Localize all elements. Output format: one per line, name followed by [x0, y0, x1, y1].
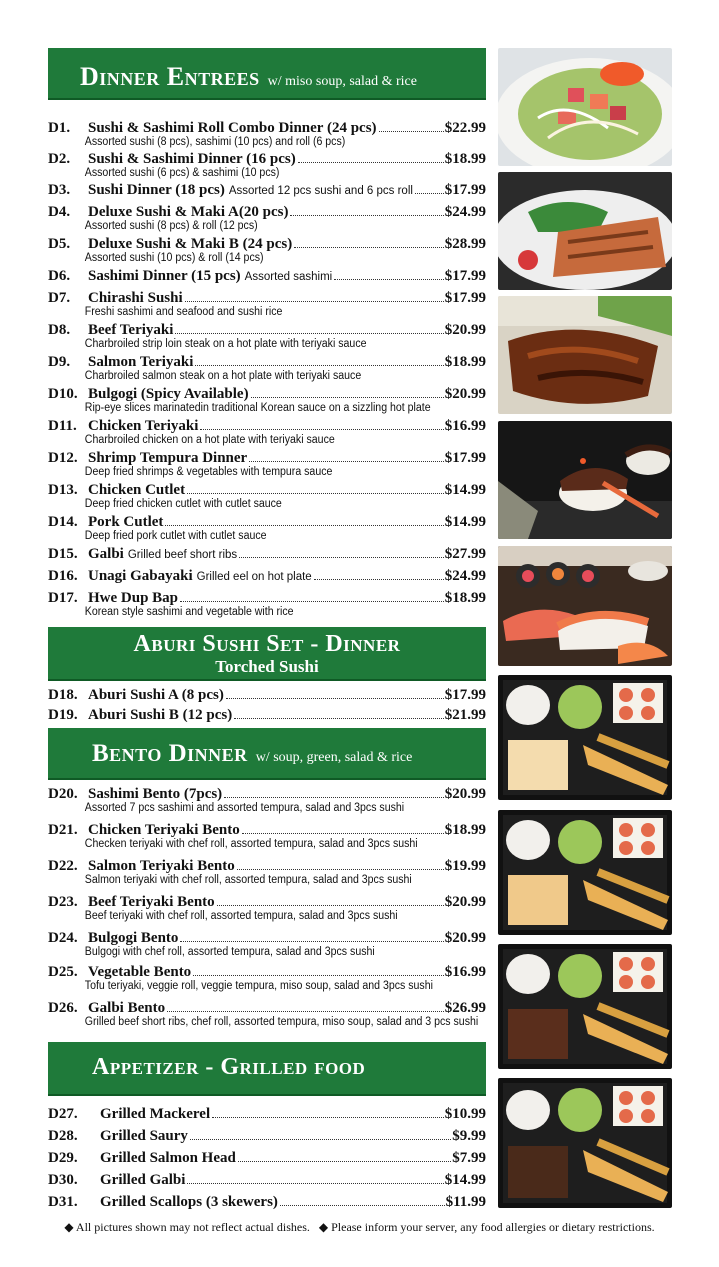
menu-item-line — [48, 568, 486, 585]
item-price: $14.99 — [444, 514, 486, 530]
leader-dots — [242, 833, 444, 834]
leader-dots — [167, 1011, 444, 1012]
leader-dots — [294, 247, 444, 248]
leader-dots — [165, 525, 443, 526]
item-name: Grilled Scallops (3 skewers) — [100, 1194, 278, 1210]
item-price: $18.99 — [444, 354, 486, 370]
menu-item-line — [48, 1150, 486, 1166]
menu-item — [48, 514, 486, 542]
aburi-banner — [48, 627, 486, 681]
leader-dots — [212, 1117, 444, 1118]
item-name: Grilled Salmon Head — [100, 1150, 236, 1166]
menu-item — [48, 930, 486, 958]
item-description: Grilled beef short ribs, chef roll, assorted tempura, miso soup, salad and 3 pcs sushi — [84, 1016, 479, 1028]
item-name: Beef Teriyaki Bento — [88, 894, 215, 910]
leader-dots — [200, 429, 443, 430]
menu-item — [48, 1106, 486, 1122]
leader-dots — [249, 461, 444, 462]
menu-item — [48, 151, 486, 179]
menu-item-line — [48, 322, 486, 338]
item-code: D16. — [48, 568, 78, 584]
item-code: D18. — [48, 687, 78, 703]
item-name: Deluxe Sushi & Maki A(20 pcs) — [88, 204, 289, 220]
item-code: D17. — [48, 590, 78, 606]
item-description: Charbroiled chicken on a hot plate with teriyaki sauce — [84, 434, 335, 446]
section-title: Aburi Sushi Set - Dinner — [133, 631, 401, 657]
section-title: Appetizer - Grilled food — [92, 1054, 366, 1080]
item-name: Bulgogi (Spicy Available) — [88, 386, 249, 402]
menu-item-line — [48, 1194, 486, 1210]
item-price: $17.99 — [444, 687, 486, 703]
item-name: Chicken Cutlet — [88, 482, 186, 498]
menu-item-line — [48, 120, 486, 136]
item-code: D14. — [48, 514, 78, 530]
teriyaki-photo — [498, 296, 672, 414]
item-inline-desc: Grilled beef short ribs — [127, 549, 238, 561]
item-code: D12. — [48, 450, 78, 466]
menu-item — [48, 482, 486, 510]
menu-item-line — [48, 268, 486, 285]
menu-item-line — [48, 514, 486, 530]
menu-item-line — [48, 182, 486, 199]
item-price: $7.99 — [452, 1150, 486, 1166]
item-code: D4. — [48, 204, 71, 220]
item-price: $11.99 — [445, 1194, 486, 1210]
item-code: D10. — [48, 386, 78, 402]
item-code: D22. — [48, 858, 78, 874]
leader-dots — [195, 365, 443, 366]
leader-dots — [237, 869, 444, 870]
item-description: Tofu teriyaki, veggie roll, veggie tempura, miso soup, salad and 3pcs sushi — [84, 980, 433, 992]
menu-item — [48, 1194, 486, 1210]
item-code: D13. — [48, 482, 78, 498]
menu-item — [48, 1000, 486, 1028]
menu-item — [48, 354, 486, 382]
item-code: D1. — [48, 120, 71, 136]
item-price: $19.99 — [444, 858, 486, 874]
section-subtitle: w/ soup, green, salad & rice — [255, 750, 413, 765]
menu-item — [48, 1150, 486, 1166]
menu-item — [48, 182, 486, 199]
item-description: Rip-eye slices marinatedin traditional Korean sauce on a sizzling hot plate — [84, 402, 431, 414]
item-description: Korean style sashimi and vegetable with rice — [84, 606, 294, 618]
item-name: Aburi Sushi A (8 pcs) — [88, 687, 224, 703]
item-price: $14.99 — [444, 1172, 486, 1188]
leader-dots — [180, 941, 443, 942]
item-description: Deep fried chicken cutlet with cutlet sauce — [84, 498, 282, 510]
menu-item-line — [48, 386, 486, 402]
item-name: Galbi Bento — [88, 1000, 166, 1016]
item-description: Checken teriyaki with chef roll, assorted tempura, salad and 3pcs sushi — [84, 838, 418, 850]
menu-item-line — [48, 1172, 486, 1188]
item-price: $17.99 — [444, 450, 486, 466]
item-price: $14.99 — [444, 482, 486, 498]
leader-dots — [180, 601, 444, 602]
item-description: Bulgogi with chef roll, assorted tempura, salad and 3pcs sushi — [84, 946, 375, 958]
menu-item — [48, 707, 486, 723]
footer-notes — [0, 1220, 719, 1235]
poke-bowl-photo — [498, 48, 672, 166]
menu-item — [48, 204, 486, 232]
leader-dots — [185, 301, 444, 302]
menu-item-line — [48, 707, 486, 723]
item-name: Pork Cutlet — [88, 514, 164, 530]
item-code: D6. — [48, 268, 71, 284]
leader-dots — [239, 557, 444, 558]
item-price: $21.99 — [444, 707, 486, 723]
menu-item — [48, 786, 486, 814]
item-name: Deluxe Sushi & Maki B (24 pcs) — [88, 236, 293, 252]
leader-dots — [193, 975, 444, 976]
bento-box-photo-1 — [498, 675, 672, 800]
menu-item-line — [48, 964, 486, 980]
section-title: Bento Dinner — [92, 740, 248, 767]
item-name: Grilled Mackerel — [100, 1106, 211, 1122]
item-name: Unagi Gabayaki — [88, 568, 193, 584]
item-name: Sashimi Bento (7pcs) — [88, 786, 223, 802]
menu-item-line — [48, 236, 486, 252]
bento-banner — [48, 728, 486, 780]
bento-box-photo-2 — [498, 810, 672, 935]
leader-dots — [187, 1183, 443, 1184]
bento-box-photo-4 — [498, 1078, 672, 1208]
item-code: D23. — [48, 894, 78, 910]
item-price: $9.99 — [452, 1128, 486, 1144]
item-code: D19. — [48, 707, 78, 723]
item-code: D30. — [48, 1172, 78, 1188]
menu-item-line — [48, 822, 486, 838]
footer-note-pictures: ◆ All pictures shown may not reflect actual dishes. — [64, 1220, 310, 1234]
menu-item-line — [48, 1128, 486, 1144]
menu-item — [48, 386, 486, 414]
menu-item — [48, 268, 486, 285]
menu-item — [48, 1172, 486, 1188]
leader-dots — [280, 1205, 445, 1206]
item-description: Assorted sushi (8 pcs) & roll (12 pcs) — [84, 220, 258, 232]
item-description: Assorted sushi (6 pcs) & sashimi (10 pcs) — [84, 167, 280, 179]
item-description: Assorted sushi (10 pcs) & roll (14 pcs) — [84, 252, 264, 264]
menu-item-line — [48, 418, 486, 434]
item-price: $16.99 — [444, 418, 486, 434]
item-description: Deep fried shrimps & vegetables with tempura sauce — [84, 466, 333, 478]
item-price: $20.99 — [444, 894, 486, 910]
item-name: Vegetable Bento — [88, 964, 192, 980]
item-code: D15. — [48, 546, 78, 562]
leader-dots — [298, 162, 444, 163]
item-price: $28.99 — [444, 236, 486, 252]
item-price: $20.99 — [444, 386, 486, 402]
item-name: Sushi Dinner (18 pcs) — [88, 182, 225, 198]
menu-item — [48, 590, 486, 618]
item-price: $24.99 — [444, 568, 486, 584]
item-description: Assorted sushi (8 pcs), sashimi (10 pcs) and roll (6 pcs) — [84, 136, 346, 148]
leader-dots — [187, 493, 444, 494]
menu-item — [48, 568, 486, 585]
item-name: Chirashi Sushi — [88, 290, 183, 306]
item-name: Grilled Galbi — [100, 1172, 186, 1188]
leader-dots — [234, 718, 444, 719]
menu-item-line — [48, 204, 486, 220]
item-price: $16.99 — [444, 964, 486, 980]
menu-item — [48, 418, 486, 446]
section-subtitle: Torched Sushi — [215, 657, 319, 676]
item-code: D26. — [48, 1000, 78, 1016]
item-description: Deep fried pork cutlet with cutlet sauce — [84, 530, 267, 542]
menu-item — [48, 236, 486, 264]
item-name: Aburi Sushi B (12 pcs) — [88, 707, 233, 723]
item-code: D20. — [48, 786, 78, 802]
menu-item — [48, 450, 486, 478]
item-name: Grilled Saury — [100, 1128, 188, 1144]
item-price: $20.99 — [444, 786, 486, 802]
item-name: Beef Teriyaki — [88, 322, 174, 338]
item-price: $17.99 — [444, 290, 486, 306]
item-price: $17.99 — [444, 268, 486, 284]
item-code: D11. — [48, 418, 77, 434]
bento-box-photo-3 — [498, 944, 672, 1069]
item-price: $18.99 — [444, 151, 486, 167]
menu-item-line — [48, 290, 486, 306]
item-name: Chicken Teriyaki — [88, 418, 199, 434]
dinner-entrees-banner — [48, 48, 486, 100]
item-description: Assorted 7 pcs sashimi and assorted tempura, salad and 3pcs sushi — [84, 802, 405, 814]
item-name: Bulgogi Bento — [88, 930, 179, 946]
menu-item-line — [48, 894, 486, 910]
leader-dots — [226, 698, 444, 699]
footer-note-allergies: ◆ Please inform your server, any food allergies or dietary restrictions. — [318, 1220, 655, 1234]
item-inline-desc: Assorted sashimi — [244, 271, 333, 283]
item-name: Galbi — [88, 546, 124, 562]
menu-item — [48, 290, 486, 318]
item-code: D8. — [48, 322, 71, 338]
sushi-platter-photo — [498, 546, 672, 666]
item-code: D3. — [48, 182, 71, 198]
item-code: D31. — [48, 1194, 78, 1210]
item-name: Chicken Teriyaki Bento — [88, 822, 240, 838]
item-price: $20.99 — [444, 930, 486, 946]
item-inline-desc: Assorted 12 pcs sushi and 6 pcs roll — [228, 185, 413, 197]
leader-dots — [175, 333, 443, 334]
leader-dots — [334, 279, 444, 280]
section-subtitle: w/ miso soup, salad & rice — [267, 74, 417, 89]
item-price: $18.99 — [444, 822, 486, 838]
item-price: $18.99 — [444, 590, 486, 606]
nigiri-dark-photo — [498, 421, 672, 539]
item-description: Charbroiled salmon steak on a hot plate with teriyaki sauce — [84, 370, 362, 382]
item-description: Salmon teriyaki with chef roll, assorted tempura, salad and 3pcs sushi — [84, 874, 412, 886]
item-name: Shrimp Tempura Dinner — [88, 450, 248, 466]
menu-item-line — [48, 858, 486, 874]
item-code: D7. — [48, 290, 71, 306]
menu-item-line — [48, 151, 486, 167]
menu-item-line — [48, 450, 486, 466]
leader-dots — [415, 193, 444, 194]
section-title: Dinner Entrees — [80, 62, 260, 91]
item-price: $24.99 — [444, 204, 486, 220]
item-description: Charbroiled strip loin steak on a hot plate with teriyaki sauce — [84, 338, 367, 350]
item-price: $10.99 — [444, 1106, 486, 1122]
menu-item — [48, 687, 486, 703]
item-name: Sashimi Dinner (15 pcs) — [88, 268, 241, 284]
menu-item — [48, 964, 486, 992]
item-price: $22.99 — [444, 120, 486, 136]
leader-dots — [290, 215, 443, 216]
item-description: Beef teriyaki with chef roll, assorted tempura, salad and 3pcs sushi — [84, 910, 398, 922]
item-name: Salmon Teriyaki — [88, 354, 194, 370]
item-code: D9. — [48, 354, 71, 370]
menu-item-line — [48, 930, 486, 946]
leader-dots — [314, 579, 444, 580]
menu-item-line — [48, 354, 486, 370]
item-code: D25. — [48, 964, 78, 980]
menu-item — [48, 858, 486, 886]
leader-dots — [238, 1161, 451, 1162]
menu-item-line — [48, 786, 486, 802]
item-price: $20.99 — [444, 322, 486, 338]
leader-dots — [217, 905, 444, 906]
leader-dots — [251, 397, 444, 398]
menu-item-line — [48, 546, 486, 563]
item-code: D5. — [48, 236, 71, 252]
menu-item — [48, 822, 486, 850]
item-name: Sushi & Sashimi Roll Combo Dinner (24 pcs) — [88, 120, 377, 136]
menu-item — [48, 894, 486, 922]
item-name: Salmon Teriyaki Bento — [88, 858, 235, 874]
appetizer-banner — [48, 1042, 486, 1096]
item-description: Freshi sashimi and seafood and sushi rice — [84, 306, 283, 318]
item-code: D28. — [48, 1128, 78, 1144]
item-code: D29. — [48, 1150, 78, 1166]
item-code: D21. — [48, 822, 78, 838]
menu-item-line — [48, 590, 486, 606]
menu-item — [48, 120, 486, 148]
menu-item — [48, 1128, 486, 1144]
item-code: D24. — [48, 930, 78, 946]
menu-item-line — [48, 482, 486, 498]
leader-dots — [190, 1139, 451, 1140]
item-code: D2. — [48, 151, 71, 167]
item-price: $27.99 — [444, 546, 486, 562]
menu-item — [48, 546, 486, 563]
item-name: Sushi & Sashimi Dinner (16 pcs) — [88, 151, 296, 167]
item-name: Hwe Dup Bap — [88, 590, 179, 606]
leader-dots — [379, 131, 444, 132]
item-price: $26.99 — [444, 1000, 486, 1016]
item-code: D27. — [48, 1106, 78, 1122]
menu-item — [48, 322, 486, 350]
salmon-steak-photo — [498, 172, 672, 290]
item-price: $17.99 — [444, 182, 486, 198]
item-inline-desc: Grilled eel on hot plate — [196, 571, 312, 583]
menu-item-line — [48, 1000, 486, 1016]
menu-item-line — [48, 1106, 486, 1122]
leader-dots — [224, 797, 444, 798]
menu-item-line — [48, 687, 486, 703]
